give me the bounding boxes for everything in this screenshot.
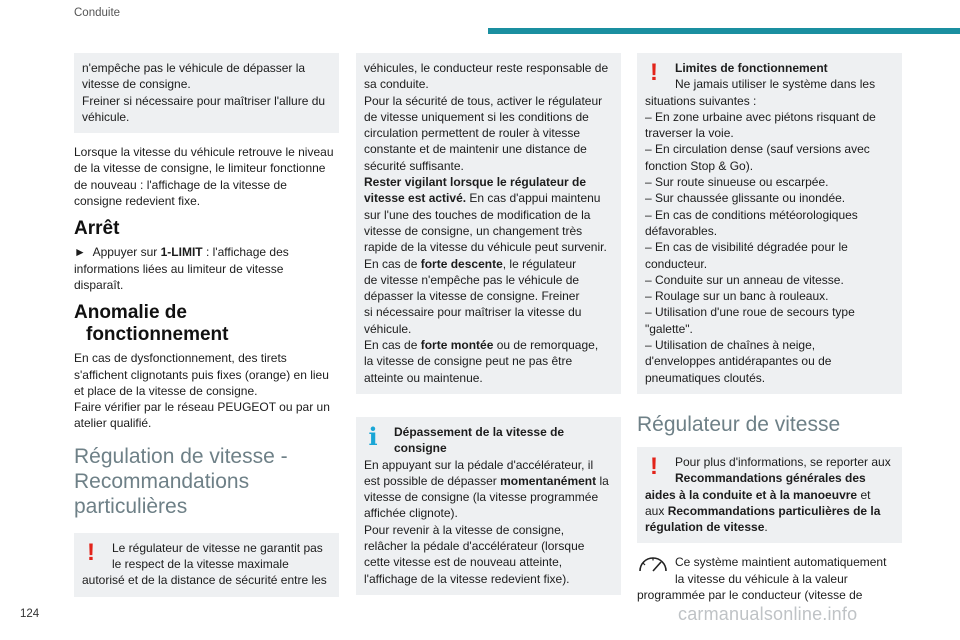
text-line — [364, 473, 613, 489]
text-line — [364, 440, 613, 456]
speedometer-icon — [637, 554, 669, 574]
warning-box-regulateur — [74, 533, 339, 597]
text-line: – En zone urbaine avec piétons risquant de — [645, 109, 876, 124]
text-line: Le régulateur de vitesse ne garantit pas — [112, 540, 323, 555]
heading-line: Régulation de vitesse - — [74, 444, 288, 468]
text-line — [645, 487, 894, 503]
text-line: vitesse de consigne (la vitesse programmée — [364, 490, 599, 505]
header-accent-bar — [488, 28, 960, 34]
text-line: – En cas de conditions météorologiques — [645, 207, 858, 222]
exclamation-icon: ! — [650, 452, 658, 480]
text-line: – Utilisation de chaînes à neige, — [645, 338, 816, 353]
bold-span: Recommandations générales des — [675, 471, 866, 486]
text-line — [645, 519, 894, 535]
text-line: le respect de la vitesse maximale — [112, 557, 289, 572]
text-line: s'affichent clignotants puis fixes (orange) en lieu — [74, 367, 329, 382]
note-box-continuation — [74, 53, 339, 133]
text-span: ou de remorquage, — [496, 338, 599, 353]
column-left — [74, 53, 339, 608]
text-span: aux — [645, 503, 665, 518]
text-line: vitesse de consigne, un changement très — [364, 223, 583, 238]
text-line — [364, 424, 613, 440]
text-line: Pour la sécurité de tous, activer le régulateur — [364, 93, 603, 108]
paragraph-regulateur-intro — [637, 554, 902, 603]
text-span: En cas de — [364, 256, 418, 271]
text-line: vitesse de consigne. — [82, 77, 191, 92]
heading-anomalie — [74, 302, 339, 346]
text-line: conducteur. — [645, 256, 708, 271]
text-span: : l'affichage des — [205, 245, 289, 260]
text-line: – Conduite sur un anneau de vitesse. — [645, 272, 844, 287]
text-line: sécurité suffisante. — [364, 158, 464, 173]
text-span: et — [860, 487, 871, 502]
paragraph-limiter-resume — [74, 144, 339, 209]
text-line: traverser la voie. — [645, 126, 734, 141]
text-line: atelier qualifié. — [74, 416, 152, 431]
text-line: Pour plus d'informations, se reporter aux — [675, 454, 891, 469]
bold-span: vitesse est activé. — [364, 191, 467, 206]
text-line — [645, 503, 894, 519]
text-line: de la vitesse de consigne, le limiteur fonctionne — [74, 161, 326, 176]
text-line: Lorsque la vitesse du véhicule retrouve le niveau — [74, 145, 334, 160]
text-line: de vitesse uniquement si les conditions de — [364, 109, 589, 124]
watermark: carmanualsonline.info — [678, 604, 858, 624]
heading-line: Recommandations — [74, 469, 250, 493]
text-line: cette vitesse est de nouveau atteinte, — [364, 555, 563, 570]
text-line: – Sur chaussée glissante ou inondée. — [645, 191, 846, 206]
heading-line: particulières — [74, 494, 188, 518]
text-line: autorisé et de la distance de sécurité entre les — [82, 573, 327, 588]
heading-regulation-recommandations — [74, 444, 339, 519]
text-line: disparaît. — [74, 277, 124, 292]
bold-span: momentanément — [500, 473, 597, 488]
bold-span: Recommandations particulières de la — [667, 503, 881, 518]
key-label: 1-LIMIT — [160, 245, 203, 260]
text-span: Appuyer sur — [92, 245, 158, 260]
text-line: En cas de dysfonctionnement, des tirets — [74, 351, 287, 366]
bold-span: forte montée — [420, 338, 494, 353]
text-line — [645, 470, 894, 486]
text-line: fonction Stop & Go). — [645, 158, 754, 173]
text-span: est possible de dépasser — [364, 473, 497, 488]
text-line: – Roulage sur un banc à rouleaux. — [645, 289, 829, 304]
bold-span: consigne — [394, 441, 447, 456]
text-line: – Sur route sinueuse ou escarpée. — [645, 175, 829, 190]
heading-arret: Arrêt — [74, 218, 120, 240]
column-right — [637, 53, 902, 612]
warning-box-limites — [637, 53, 902, 394]
bold-span: Limites de fonctionnement — [675, 61, 828, 75]
text-line — [74, 244, 339, 260]
text-span: . — [764, 520, 768, 535]
text-line: Ce système maintient automatiquement — [675, 555, 887, 570]
text-line — [645, 60, 894, 76]
text-line: si nécessaire pour maîtriser la vitesse du — [364, 305, 582, 320]
bold-span: régulation de vitesse — [645, 520, 765, 535]
text-line: l'affichage de la vitesse redevient fixe). — [364, 571, 570, 586]
text-line: pneumatiques cloutés. — [645, 370, 766, 385]
text-line: Ne jamais utiliser le système dans les — [675, 77, 876, 92]
text-line: de nouveau : l'affichage de la vitesse de — [74, 177, 287, 192]
header-title: Conduite — [74, 7, 121, 19]
text-line: véhicules, le conducteur reste responsable de — [364, 61, 609, 75]
heading-line: fonctionnement — [86, 324, 229, 346]
text-line: programmée par le conducteur (vitesse de — [637, 588, 863, 603]
text-line: Faire vérifier par le réseau PEUGEOT ou par un — [74, 400, 330, 415]
text-line — [364, 190, 613, 206]
exclamation-icon: ! — [650, 59, 658, 86]
text-line: En appuyant sur la pédale d'accélérateur, il — [364, 457, 594, 472]
text-line — [364, 256, 613, 272]
text-line: "galette". — [645, 321, 693, 336]
info-box-depassement — [356, 417, 621, 595]
text-line: la vitesse de consigne peut ne pas être — [364, 354, 573, 369]
exclamation-icon: ! — [87, 538, 95, 566]
text-line: véhicule. — [82, 109, 130, 124]
text-line: d'enveloppes antidérapantes ou de — [645, 354, 832, 369]
text-line: la vitesse du véhicule à la valeur — [675, 571, 848, 586]
warning-box-continuation — [356, 53, 621, 394]
text-line: constante et de maintenir une distance de — [364, 142, 587, 157]
text-line: sa conduite. — [364, 77, 429, 92]
text-span: En cas de — [364, 338, 418, 353]
text-line: défavorables. — [645, 223, 718, 238]
bold-span: forte descente — [420, 256, 503, 271]
text-span: En cas d'appui maintenu — [469, 191, 601, 206]
text-line: rapide de la vitesse du véhicule peut survenir. — [364, 240, 607, 255]
arrow-right-icon: ► — [74, 245, 86, 260]
text-span: , le régulateur — [502, 256, 577, 271]
warning-box-reference — [637, 447, 902, 543]
paragraph-anomalie — [74, 350, 339, 431]
text-line: affichée clignote). — [364, 506, 458, 521]
text-line: circulation permettent de rouler à vitesse — [364, 126, 581, 141]
text-line: consigne redevient fixe. — [74, 194, 201, 209]
text-line: dépasser la vitesse de consigne. Freiner — [364, 289, 580, 304]
text-line: Pour revenir à la vitesse de consigne, — [364, 522, 565, 537]
info-icon: i — [368, 421, 378, 451]
text-line: – Utilisation d'une roue de secours type — [645, 305, 855, 320]
text-span: la — [599, 473, 609, 488]
text-line: sur l'une des touches de modification de la — [364, 207, 591, 222]
paragraph-arret — [74, 244, 339, 293]
bold-span: Rester vigilant lorsque le régulateur de — [364, 175, 587, 190]
text-line: informations liées au limiteur de vitesse — [74, 261, 284, 276]
text-line: et place de la vitesse de consigne. — [74, 383, 258, 398]
bold-span: Dépassement de la vitesse de — [394, 424, 565, 439]
text-line: atteinte ou maintenue. — [364, 370, 483, 385]
text-line: véhicule. — [364, 321, 412, 336]
text-line: de vitesse n'empêche pas le véhicule de — [364, 272, 580, 287]
text-line: Freiner si nécessaire pour maîtriser l'allure du — [82, 93, 326, 108]
heading-line: Anomalie de — [74, 302, 187, 324]
text-line — [364, 174, 613, 190]
text-line: – En cas de visibilité dégradée pour le — [645, 240, 848, 255]
text-line: – En circulation dense (sauf versions avec — [645, 142, 870, 157]
bold-span: aides à la conduite et à la manoeuvre — [645, 487, 858, 502]
page-number: 124 — [20, 608, 40, 620]
heading-regulateur-de-vitesse: Régulateur de vitesse — [637, 412, 841, 436]
text-line: situations suivantes : — [645, 93, 757, 108]
spacer — [356, 405, 621, 417]
column-middle — [356, 53, 621, 606]
text-line: relâcher la pédale d'accélérateur (lorsque — [364, 539, 585, 554]
text-line — [364, 337, 613, 353]
text-line: n'empêche pas le véhicule de dépasser la — [82, 61, 306, 75]
